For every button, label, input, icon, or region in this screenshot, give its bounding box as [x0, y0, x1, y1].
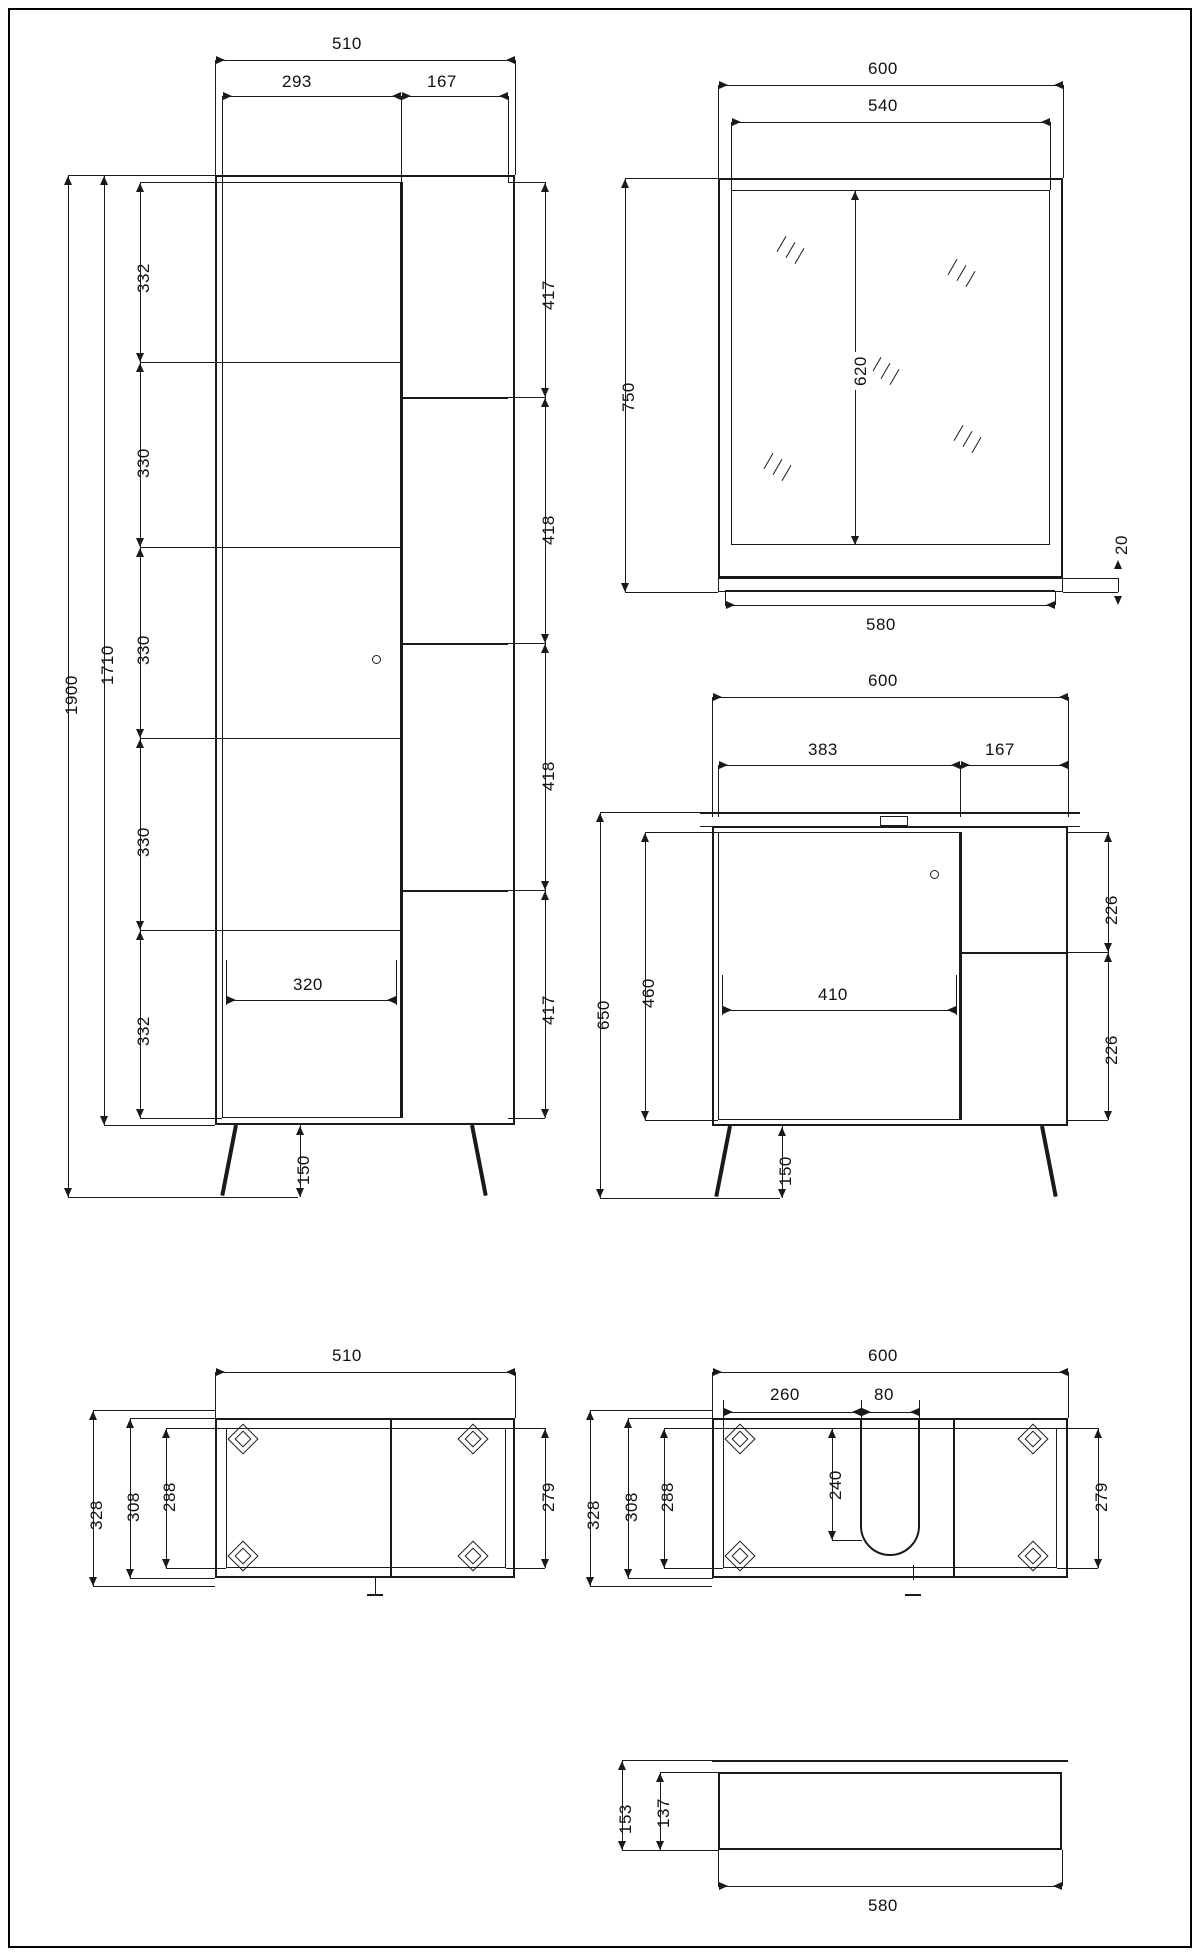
dim-line-580-shelf	[718, 1886, 1062, 1887]
arrow	[1114, 596, 1122, 605]
arrow	[541, 388, 549, 397]
dim-tall-top-depth-outer: 328	[87, 1500, 106, 1530]
dim-tall-shelf-4: 330	[134, 827, 153, 857]
dim-vanity-shelf-upper: 226	[1102, 895, 1121, 925]
dim-vanity-body-height: 460	[639, 978, 658, 1008]
ext-line	[508, 890, 545, 891]
dim-tall-inner-width: 320	[287, 975, 329, 995]
arrow	[852, 1408, 861, 1416]
ext-line	[93, 1410, 215, 1411]
arrow	[726, 601, 735, 609]
vanity-top-leg-marker	[913, 1565, 914, 1580]
ext-line	[1057, 1428, 1098, 1429]
arrow	[136, 548, 144, 557]
ext-line	[166, 1568, 226, 1569]
dim-mirror-total-height: 750	[619, 382, 638, 412]
arrow	[392, 92, 401, 100]
ext-line	[508, 397, 545, 398]
ext-line	[130, 1578, 215, 1579]
ext-line	[731, 122, 732, 190]
dim-tall-body-height: 1710	[98, 645, 117, 685]
dim-tall-top-width: 510	[332, 1346, 362, 1365]
ext-line	[1068, 1372, 1069, 1418]
ext-line	[68, 1197, 298, 1198]
arrow	[951, 761, 960, 769]
arrow	[1104, 1111, 1112, 1120]
ext-line	[1068, 697, 1069, 817]
arrow	[126, 1569, 134, 1578]
tall-cabinet-right-shelf-3	[401, 890, 508, 892]
dim-line-510-top	[215, 1372, 515, 1373]
arrow	[100, 176, 108, 185]
tall-cabinet-shelf-line-4	[222, 930, 401, 931]
dim-tall-shelf-1: 332	[134, 263, 153, 293]
arrow	[596, 813, 604, 822]
dim-tall-top-depth-mid: 308	[124, 1492, 143, 1522]
arrow	[1104, 953, 1112, 962]
dim-tall-right-4: 417	[539, 995, 558, 1025]
arrow	[136, 538, 144, 547]
arrow	[1046, 601, 1055, 609]
arrow	[910, 1408, 919, 1416]
tall-cabinet-shelf-line-1	[222, 362, 401, 363]
arrow	[541, 881, 549, 890]
dim-vanity-top-depth-outer: 328	[584, 1500, 603, 1530]
ext-line	[660, 1772, 718, 1773]
ext-line	[664, 1428, 723, 1429]
arrow	[387, 996, 396, 1004]
arrow	[724, 1408, 733, 1416]
arrow	[100, 1116, 108, 1125]
dim-line-328	[93, 1410, 94, 1586]
tall-cabinet-right-shelf-1	[401, 397, 508, 399]
dim-line-410	[722, 1010, 956, 1011]
arrow	[713, 693, 722, 701]
tall-cabinet-right-shelf-2	[401, 643, 508, 645]
ext-line	[1057, 1568, 1098, 1569]
vanity-door-knob	[930, 870, 939, 879]
arrow	[1059, 1368, 1068, 1376]
arrow	[778, 1127, 786, 1136]
ext-line	[140, 362, 222, 363]
ext-line	[140, 1118, 222, 1119]
ext-line	[622, 1760, 718, 1761]
arrow	[851, 536, 859, 545]
arrow	[828, 1429, 836, 1438]
ext-line	[712, 697, 713, 817]
arrow	[723, 1006, 732, 1014]
arrow	[719, 1882, 728, 1890]
dim-vanity-top-cutout-width: 80	[874, 1385, 894, 1404]
arrow	[778, 1189, 786, 1198]
arrow	[586, 1577, 594, 1586]
arrow	[586, 1411, 594, 1420]
dim-tall-shelf-3: 330	[134, 635, 153, 665]
arrow	[1059, 761, 1068, 769]
vanity-right-shelf	[960, 952, 1068, 954]
dim-tall-side-width: 167	[427, 72, 457, 91]
ext-line	[508, 96, 509, 182]
dim-vanity-top-cutout-depth: 240	[826, 1470, 845, 1500]
ext-line	[1055, 592, 1056, 605]
dim-vanity-total-width: 600	[868, 671, 898, 690]
arrow	[541, 1559, 549, 1568]
arrow	[1104, 943, 1112, 952]
ext-line	[1068, 952, 1108, 953]
ext-line	[628, 1578, 713, 1579]
arrow	[506, 56, 515, 64]
arrow	[618, 1841, 626, 1850]
ext-line	[506, 1568, 545, 1569]
arrow	[296, 1126, 304, 1135]
ext-line	[1050, 122, 1051, 190]
ext-line	[140, 738, 222, 739]
ext-line	[140, 182, 222, 183]
dim-line-600-top	[712, 1372, 1068, 1373]
arrow	[162, 1429, 170, 1438]
dim-tall-total-height: 1900	[62, 675, 81, 715]
tall-cabinet-divider	[401, 182, 403, 1118]
arrow	[64, 1188, 72, 1197]
vanity-pipe-notch	[880, 816, 908, 826]
dim-shelf-width: 580	[868, 1896, 898, 1915]
arrow	[506, 1368, 515, 1376]
arrow	[621, 179, 629, 188]
arrow	[136, 1109, 144, 1118]
ext-line	[712, 1372, 713, 1418]
ext-line	[515, 60, 516, 175]
arrow	[216, 56, 225, 64]
vanity-top-pipe-cutout	[855, 1418, 925, 1558]
arrow	[713, 1368, 722, 1376]
arrow	[126, 1419, 134, 1428]
arrow	[136, 739, 144, 748]
ext-line	[1068, 832, 1108, 833]
dim-line-383	[718, 765, 960, 766]
ext-line	[718, 765, 719, 817]
dim-line-600-mirror	[718, 85, 1063, 86]
ext-line	[140, 547, 222, 548]
dim-vanity-shelf-lower: 226	[1102, 1035, 1121, 1065]
arrow	[1053, 1882, 1062, 1890]
arrow	[541, 644, 549, 653]
ext-line	[222, 96, 223, 182]
arrow	[1104, 833, 1112, 842]
arrow	[719, 761, 728, 769]
vanity-door	[718, 832, 960, 1120]
arrow	[136, 353, 144, 362]
arrow	[656, 1841, 664, 1850]
ext-line	[861, 1400, 862, 1428]
arrow	[641, 1111, 649, 1120]
arrow	[947, 1006, 956, 1014]
dim-vanity-top-depth-right: 279	[1092, 1482, 1111, 1512]
dim-line-167-vanity	[960, 765, 1068, 766]
dim-tall-shelf-2: 330	[134, 448, 153, 478]
arrow	[624, 1419, 632, 1428]
dim-mirror-shelf-width: 580	[866, 615, 896, 634]
arrow	[296, 1188, 304, 1197]
arrow	[1114, 560, 1122, 569]
vanity-top-leg-foot	[905, 1594, 921, 1596]
dim-line-460	[645, 832, 646, 1120]
dim-line-600-vanity	[712, 697, 1068, 698]
ext-line	[226, 960, 227, 1005]
ext-line	[625, 178, 718, 179]
dim-tall-right-1: 417	[539, 280, 558, 310]
ext-line	[1063, 85, 1064, 178]
dim-vanity-top-width: 600	[868, 1346, 898, 1365]
dim-line-320	[226, 1000, 396, 1001]
arrow	[541, 1109, 549, 1118]
arrow	[64, 176, 72, 185]
arrow	[656, 1773, 664, 1782]
arrow	[541, 891, 549, 900]
arrow	[89, 1411, 97, 1420]
ext-line	[960, 765, 961, 817]
arrow	[961, 761, 970, 769]
ext-line	[718, 85, 719, 178]
dim-vanity-top-depth-mid: 308	[622, 1492, 641, 1522]
dim-line-20	[1118, 578, 1119, 592]
arrow	[541, 183, 549, 192]
shelf-top-edge	[712, 1760, 1068, 1762]
arrow	[499, 92, 508, 100]
arrow	[136, 921, 144, 930]
arrow	[1054, 81, 1063, 89]
arrow	[541, 1429, 549, 1438]
arrow	[660, 1559, 668, 1568]
arrow	[1041, 118, 1050, 126]
ext-line	[215, 60, 216, 175]
ext-line	[130, 1418, 215, 1419]
dim-line-540	[731, 122, 1050, 123]
arrow	[1094, 1429, 1102, 1438]
dim-tall-door-width: 293	[282, 72, 312, 91]
ext-line	[622, 1850, 718, 1851]
ext-line	[68, 175, 215, 176]
tall-cabinet-door-knob	[372, 655, 381, 664]
ext-line	[600, 1198, 780, 1199]
arrow	[541, 398, 549, 407]
ext-line	[664, 1568, 723, 1569]
ext-line	[956, 975, 957, 1015]
ext-line	[215, 1372, 216, 1418]
dim-vanity-door-width: 383	[808, 740, 838, 759]
ext-line	[722, 975, 723, 1015]
arrow	[862, 1408, 871, 1416]
dim-shelf-height-outer: 153	[616, 1804, 635, 1834]
dim-tall-top-depth-right: 279	[539, 1482, 558, 1512]
dim-vanity-leg-height: 150	[776, 1156, 795, 1186]
dim-vanity-door-inner-width: 410	[812, 985, 854, 1005]
arrow	[1094, 1559, 1102, 1568]
mirror-shelf-edge	[725, 590, 1055, 591]
arrow	[1059, 693, 1068, 701]
dim-tall-right-3: 418	[539, 761, 558, 791]
arrow	[719, 81, 728, 89]
ext-line	[140, 930, 222, 931]
ext-line	[723, 1400, 724, 1428]
dim-vanity-top-depth-inner: 288	[658, 1482, 677, 1512]
dim-line-167	[401, 96, 508, 97]
ext-line	[508, 182, 545, 183]
arrow	[828, 1531, 836, 1540]
ext-line	[508, 643, 545, 644]
dim-mirror-total-width: 600	[868, 59, 898, 78]
arrow	[227, 996, 236, 1004]
ext-line	[645, 832, 718, 833]
arrow	[624, 1569, 632, 1578]
ext-line	[1063, 592, 1118, 593]
tall-top-inner	[226, 1428, 506, 1568]
dim-mirror-glass-height: 620	[849, 352, 873, 390]
arrow	[136, 729, 144, 738]
dim-tall-total-width: 510	[332, 34, 362, 53]
vanity-top-divider	[953, 1418, 955, 1578]
ext-line	[645, 1120, 718, 1121]
ext-line	[628, 1418, 713, 1419]
arrow	[162, 1559, 170, 1568]
ext-line	[104, 1125, 215, 1126]
ext-line	[506, 1428, 545, 1429]
dim-mirror-glass-width: 540	[868, 96, 898, 115]
arrow	[641, 833, 649, 842]
arrow	[402, 92, 411, 100]
ext-line	[718, 1850, 719, 1886]
dim-shelf-height-inner: 137	[654, 1798, 673, 1828]
arrow	[223, 92, 232, 100]
arrow	[618, 1761, 626, 1770]
ext-line	[919, 1400, 920, 1428]
ext-line	[832, 1540, 862, 1541]
vanity-top-edge	[700, 812, 1080, 814]
dim-tall-leg-height: 150	[294, 1155, 313, 1185]
dim-vanity-total-height: 650	[594, 1000, 613, 1030]
arrow	[136, 931, 144, 940]
dim-mirror-shelf-thickness: 20	[1112, 535, 1131, 555]
shelf-body	[718, 1772, 1062, 1850]
dim-tall-right-2: 418	[539, 515, 558, 545]
dim-line-580-mirror	[725, 605, 1055, 606]
ext-line	[166, 1428, 226, 1429]
ext-line	[396, 960, 397, 1005]
tall-top-leg-foot	[367, 1594, 383, 1596]
mirror-glass	[731, 190, 1050, 545]
tall-top-divider	[390, 1418, 392, 1578]
arrow	[89, 1577, 97, 1586]
dim-tall-shelf-5: 332	[134, 1016, 153, 1046]
arrow	[851, 191, 859, 200]
ext-line	[93, 1586, 215, 1587]
arrow	[660, 1429, 668, 1438]
tall-cabinet-shelf-line-2	[222, 547, 401, 548]
dim-vanity-top-cutout-offset: 260	[770, 1385, 800, 1404]
dim-line-510	[215, 60, 515, 61]
ext-line	[508, 1118, 545, 1119]
dim-tall-top-depth-inner: 288	[160, 1482, 179, 1512]
arrow	[216, 1368, 225, 1376]
vanity-divider	[960, 832, 962, 1120]
arrow	[136, 183, 144, 192]
arrow	[621, 583, 629, 592]
arrow	[541, 634, 549, 643]
arrow	[732, 118, 741, 126]
dim-line-260	[723, 1412, 861, 1413]
ext-line	[725, 592, 726, 605]
dim-line-293	[222, 96, 401, 97]
ext-line	[401, 96, 402, 182]
dim-line-226a	[1108, 832, 1109, 952]
ext-line	[625, 592, 718, 593]
tall-top-leg-marker	[375, 1578, 376, 1594]
arrow	[136, 363, 144, 372]
ext-line	[515, 1372, 516, 1418]
ext-line	[600, 812, 712, 813]
ext-line	[590, 1586, 712, 1587]
dim-vanity-side-width: 167	[985, 740, 1015, 759]
arrow	[596, 1189, 604, 1198]
ext-line	[1068, 1120, 1108, 1121]
ext-line	[1063, 578, 1118, 579]
tall-cabinet-shelf-line-3	[222, 738, 401, 739]
ext-line	[1062, 1850, 1063, 1886]
ext-line	[590, 1410, 712, 1411]
dim-line-328-vanity	[590, 1410, 591, 1586]
